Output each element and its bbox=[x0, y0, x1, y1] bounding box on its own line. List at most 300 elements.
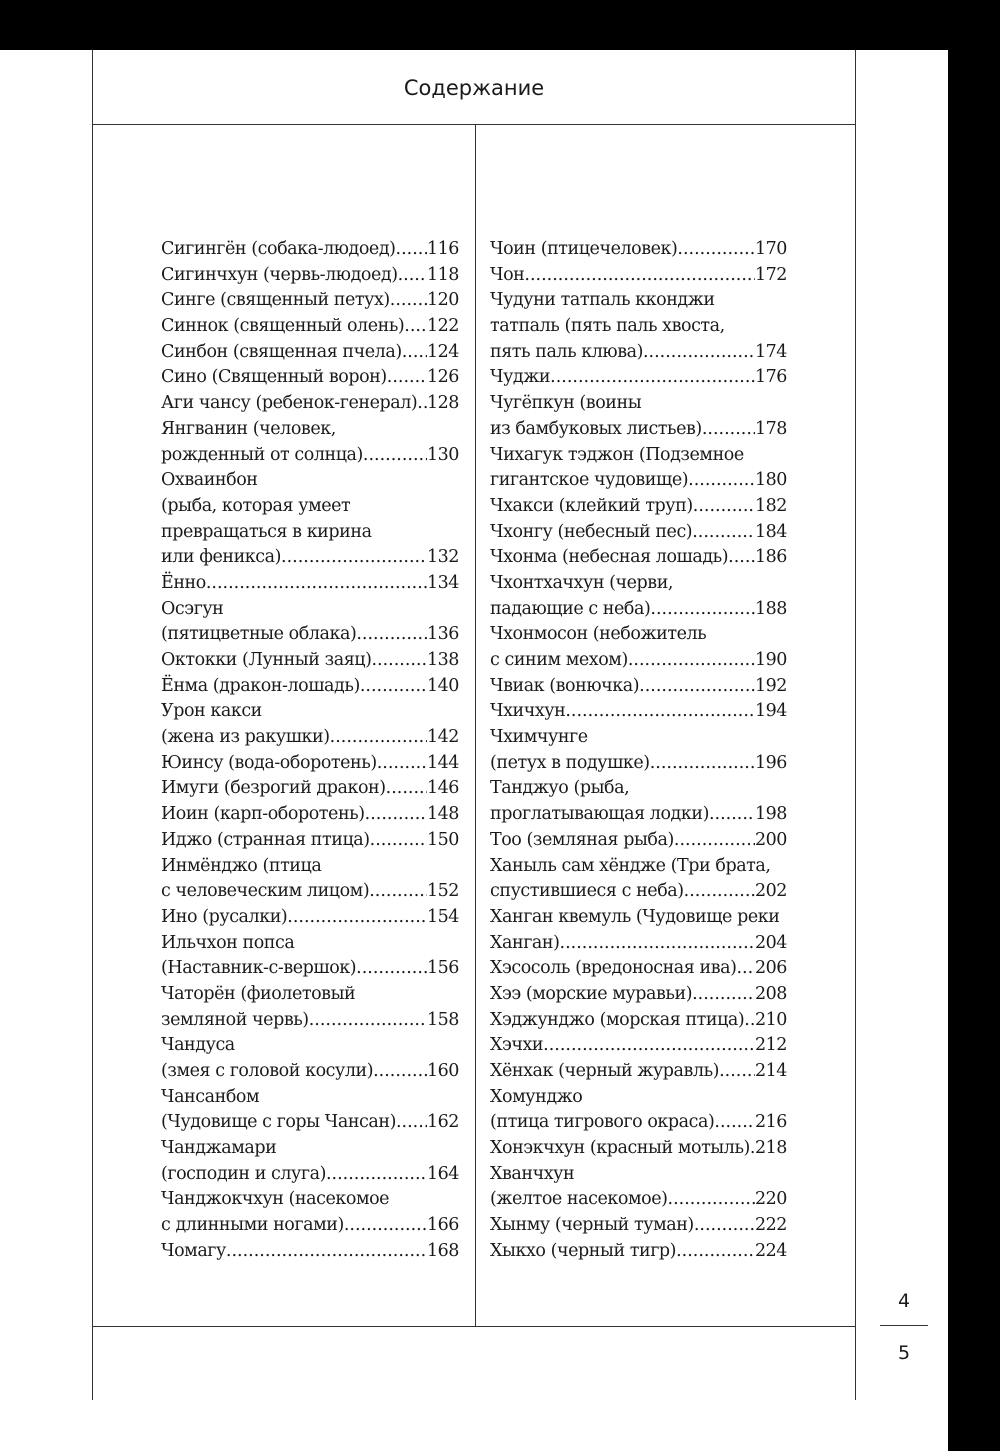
toc-page-number: 176 bbox=[754, 367, 787, 388]
toc-entry-line bbox=[161, 314, 459, 340]
page-number-divider bbox=[880, 1325, 928, 1326]
toc-entry-line bbox=[490, 365, 787, 391]
toc-entry-title: Хэчхи bbox=[490, 1035, 544, 1056]
toc-entry bbox=[161, 776, 459, 802]
toc-entry-title: Чуджи bbox=[490, 367, 551, 388]
toc-page-number: 184 bbox=[754, 521, 787, 542]
toc-entry-line bbox=[161, 674, 459, 700]
dot-leader bbox=[396, 237, 427, 263]
column-divider bbox=[475, 124, 476, 1326]
toc-entry bbox=[161, 391, 459, 417]
dot-leader bbox=[744, 1008, 755, 1034]
toc-entry bbox=[161, 597, 459, 648]
toc-page-number: 220 bbox=[754, 1189, 787, 1210]
toc-page-number: 218 bbox=[754, 1138, 787, 1159]
toc-entry-title: рожденный от солнца) bbox=[161, 444, 363, 465]
toc-entry-title: Чвиак (вонючка) bbox=[490, 675, 640, 696]
toc-page-number: 162 bbox=[426, 1112, 459, 1133]
toc-entry-line bbox=[490, 468, 787, 494]
toc-page-number: 202 bbox=[754, 881, 787, 902]
toc-entry bbox=[161, 674, 459, 700]
toc-entry-line bbox=[161, 1213, 459, 1239]
toc-entry bbox=[490, 443, 787, 494]
toc-page-number: 204 bbox=[754, 932, 787, 953]
toc-entry-line bbox=[490, 1213, 787, 1239]
toc-entry-title: (жена из ракушки) bbox=[161, 727, 330, 748]
toc-entry-line bbox=[161, 1187, 459, 1213]
toc-entry-title: Чанджамари bbox=[161, 1138, 277, 1159]
dot-leader bbox=[543, 1033, 755, 1059]
toc-entry-title: Инмёнджо (птица bbox=[161, 855, 322, 876]
toc-page-number: 122 bbox=[426, 316, 459, 337]
toc-entry-line bbox=[490, 982, 787, 1008]
dot-leader bbox=[309, 1008, 427, 1034]
toc-entry-title: Чандуса bbox=[161, 1035, 235, 1056]
book-page bbox=[0, 50, 948, 1451]
toc-entry bbox=[161, 468, 459, 571]
toc-page-number: 120 bbox=[426, 290, 459, 311]
toc-entry bbox=[161, 1239, 459, 1265]
toc-entry bbox=[490, 288, 787, 365]
toc-entry-line bbox=[490, 1162, 787, 1188]
dot-leader bbox=[728, 545, 755, 571]
footer-rule bbox=[92, 1326, 856, 1327]
toc-entry-line bbox=[161, 597, 459, 623]
toc-entry-line bbox=[490, 520, 787, 546]
toc-entry-line bbox=[161, 802, 459, 828]
toc-entry bbox=[490, 1085, 787, 1136]
toc-entry-line bbox=[490, 314, 787, 340]
toc-entry-line bbox=[490, 699, 787, 725]
toc-entry bbox=[490, 545, 787, 571]
toc-entry-title: Чоин (птицечеловек) bbox=[490, 239, 678, 259]
toc-column-right bbox=[490, 237, 787, 1265]
toc-entry bbox=[161, 802, 459, 828]
toc-entry-title: (птица тигрового окраса) bbox=[490, 1112, 715, 1133]
toc-entry-title: Синге (священный петух) bbox=[161, 290, 390, 311]
toc-entry-title: Ильчхон попса bbox=[161, 932, 295, 953]
toc-entry bbox=[490, 520, 787, 546]
toc-entry bbox=[161, 905, 459, 931]
header-rule bbox=[92, 124, 856, 125]
dot-leader bbox=[356, 956, 427, 982]
toc-entry-title: (господин и слуга) bbox=[161, 1163, 326, 1184]
toc-entry-title: Хынму (черный туман) bbox=[490, 1215, 694, 1236]
toc-entry-title: Хонэкчхун (красный мотыль) bbox=[490, 1138, 750, 1159]
toc-entry-title: татпаль (пять паль хвоста, bbox=[490, 316, 725, 337]
dot-leader bbox=[396, 1110, 427, 1136]
toc-entry-line bbox=[161, 443, 459, 469]
dot-leader bbox=[356, 622, 427, 648]
toc-entry-line bbox=[161, 828, 459, 854]
toc-page-number: 208 bbox=[754, 983, 787, 1004]
toc-entry-title: (пятицветные облака) bbox=[161, 624, 357, 645]
toc-entry-title: (Наставник-с-вершок) bbox=[161, 958, 357, 979]
toc-entry-line bbox=[490, 956, 787, 982]
toc-entry bbox=[161, 1033, 459, 1084]
dot-leader bbox=[668, 1187, 755, 1213]
dot-leader bbox=[692, 982, 755, 1008]
dot-leader bbox=[677, 237, 755, 263]
toc-entry-line bbox=[490, 597, 787, 623]
toc-entry bbox=[161, 648, 459, 674]
toc-entry-title: (рыба, которая умеет bbox=[161, 495, 351, 516]
toc-entry bbox=[490, 571, 787, 622]
toc-entry-line bbox=[490, 802, 787, 828]
toc-page-number: 170 bbox=[754, 239, 787, 259]
toc-entry bbox=[490, 699, 787, 725]
toc-entry-line bbox=[161, 1008, 459, 1034]
toc-page-number: 224 bbox=[754, 1240, 787, 1261]
toc-entry-title: спустившиеся с неба) bbox=[490, 881, 684, 902]
toc-page-number: 136 bbox=[426, 624, 459, 645]
toc-page-number: 150 bbox=[426, 829, 459, 850]
toc-page-number: 216 bbox=[754, 1112, 787, 1133]
toc-page-number: 166 bbox=[426, 1215, 459, 1236]
toc-entry-title: Ханган квемуль (Чудовище реки bbox=[490, 906, 780, 927]
toc-page-number: 144 bbox=[426, 752, 459, 773]
toc-page-number: 156 bbox=[426, 958, 459, 979]
toc-page-number: 190 bbox=[754, 650, 787, 670]
toc-entry-line bbox=[161, 520, 459, 546]
toc-entry bbox=[490, 263, 787, 289]
toc-entry-line bbox=[161, 1162, 459, 1188]
toc-entry-line bbox=[161, 699, 459, 725]
toc-entry bbox=[161, 365, 459, 391]
toc-entry-line bbox=[490, 1110, 787, 1136]
toc-entry bbox=[490, 1213, 787, 1239]
dot-leader bbox=[377, 751, 427, 777]
toc-page-number: 200 bbox=[754, 829, 787, 850]
toc-page-number: 152 bbox=[426, 881, 459, 902]
toc-entry-line bbox=[161, 237, 459, 263]
toc-page-number: 148 bbox=[426, 804, 459, 825]
toc-entry bbox=[161, 1187, 459, 1238]
toc-entry-title: Урон какси bbox=[161, 701, 262, 722]
toc-entry-title: Иоин (карп-оборотень) bbox=[161, 804, 365, 825]
toc-entry bbox=[490, 854, 787, 905]
toc-page-number: 192 bbox=[754, 675, 787, 696]
toc-entry-title: с синим мехом) bbox=[490, 650, 628, 670]
toc-entry bbox=[490, 1136, 787, 1162]
toc-entry-title: Тоо (земляная рыба) bbox=[490, 829, 674, 850]
dot-leader bbox=[386, 776, 427, 802]
toc-entry-title: земляной червь) bbox=[161, 1009, 309, 1030]
dot-leader bbox=[287, 905, 427, 931]
toc-entry-line bbox=[490, 776, 787, 802]
toc-entry-title: Чансанбом bbox=[161, 1086, 260, 1107]
dot-leader bbox=[719, 1059, 755, 1085]
toc-entry-line bbox=[161, 854, 459, 880]
toc-entry-line bbox=[490, 417, 787, 443]
toc-entry-line bbox=[161, 1239, 459, 1265]
toc-entry bbox=[161, 1085, 459, 1136]
toc-entry-title: Ёнма (дракон-лошадь) bbox=[161, 675, 360, 696]
toc-entry-title: Синбон (священная пчела) bbox=[161, 341, 402, 362]
dot-leader bbox=[363, 443, 427, 469]
dot-leader bbox=[398, 263, 427, 289]
toc-entry-title: из бамбуковых листьев) bbox=[490, 418, 702, 439]
toc-page-number: 172 bbox=[754, 264, 787, 285]
toc-page-number: 132 bbox=[426, 547, 459, 568]
toc-entry-line bbox=[161, 391, 459, 417]
toc-entry-line bbox=[490, 1059, 787, 1085]
toc-entry bbox=[490, 956, 787, 982]
toc-page-number: 186 bbox=[754, 547, 787, 568]
toc-entry-title: Синнок (священный олень) bbox=[161, 316, 405, 337]
dot-leader bbox=[684, 879, 755, 905]
toc-page-number: 124 bbox=[426, 341, 459, 362]
toc-entry bbox=[161, 571, 459, 597]
toc-entry-title: Чугёпкун (воины bbox=[490, 393, 642, 414]
dot-leader bbox=[344, 1213, 427, 1239]
toc-entry bbox=[161, 854, 459, 905]
dot-leader bbox=[643, 340, 755, 366]
dot-leader bbox=[565, 699, 755, 725]
toc-entry bbox=[490, 725, 787, 776]
dot-leader bbox=[650, 597, 755, 623]
dot-leader bbox=[674, 828, 755, 854]
dot-leader bbox=[714, 1110, 755, 1136]
toc-entry-line bbox=[490, 828, 787, 854]
toc-entry-title: Чон bbox=[490, 264, 525, 285]
toc-page-number: 182 bbox=[754, 495, 787, 516]
toc-page-number: 116 bbox=[426, 239, 459, 259]
toc-entry bbox=[161, 314, 459, 340]
toc-entry-title: Сигингён (собака-людоед) bbox=[161, 239, 396, 259]
toc-page-number: 194 bbox=[754, 701, 787, 722]
toc-column-left bbox=[161, 237, 459, 1265]
toc-page-number: 178 bbox=[754, 418, 787, 439]
toc-entry-title: Хванчхун bbox=[490, 1163, 575, 1184]
toc-entry-title: Чхонгу (небесный пес) bbox=[490, 521, 693, 542]
dot-leader bbox=[524, 263, 755, 289]
toc-entry-line bbox=[161, 494, 459, 520]
toc-entry-line bbox=[490, 237, 787, 263]
toc-entry-title: (Чудовище с горы Чансан) bbox=[161, 1112, 396, 1133]
toc-entry-line bbox=[490, 674, 787, 700]
dot-leader bbox=[628, 648, 755, 674]
toc-entry-title: пять паль клюва) bbox=[490, 341, 643, 362]
toc-entry-title: Ханган) bbox=[490, 932, 560, 953]
toc-page-number: 196 bbox=[754, 752, 787, 773]
toc-entry-line bbox=[161, 365, 459, 391]
toc-entry bbox=[161, 982, 459, 1033]
toc-entry bbox=[161, 828, 459, 854]
toc-entry-line bbox=[490, 288, 787, 314]
toc-entry-line bbox=[490, 648, 787, 674]
toc-entry-title: Иджо (странная птица) bbox=[161, 829, 370, 850]
toc-entry bbox=[490, 1008, 787, 1034]
toc-entry-title: превращаться в кирина bbox=[161, 521, 372, 542]
toc-entry-line bbox=[490, 854, 787, 880]
dot-leader bbox=[370, 828, 427, 854]
toc-entry bbox=[161, 751, 459, 777]
toc-entry bbox=[161, 237, 459, 263]
dot-leader bbox=[369, 879, 427, 905]
toc-entry-title: Чхичхун bbox=[490, 701, 566, 722]
toc-entry bbox=[161, 931, 459, 982]
dot-leader bbox=[550, 365, 755, 391]
dot-leader bbox=[702, 417, 755, 443]
toc-entry-line bbox=[490, 263, 787, 289]
toc-entry bbox=[490, 494, 787, 520]
frame-left-rule bbox=[92, 50, 93, 1400]
toc-entry bbox=[490, 622, 787, 673]
toc-entry-line bbox=[161, 879, 459, 905]
toc-entry-line bbox=[161, 725, 459, 751]
toc-entry-line bbox=[490, 931, 787, 957]
toc-entry-line bbox=[490, 1187, 787, 1213]
page-number-next: 5 bbox=[897, 1342, 911, 1364]
dot-leader bbox=[650, 751, 755, 777]
toc-entry-title: Чхимчунге bbox=[490, 727, 588, 748]
dot-leader bbox=[709, 802, 755, 828]
toc-page-number: 146 bbox=[426, 778, 459, 799]
toc-entry-line bbox=[490, 1033, 787, 1059]
toc-entry-line bbox=[490, 1085, 787, 1111]
toc-entry bbox=[490, 674, 787, 700]
toc-entry-title: (змея с головой косули) bbox=[161, 1061, 374, 1081]
toc-entry-line bbox=[161, 622, 459, 648]
toc-entry-title: проглатывающая лодки) bbox=[490, 804, 709, 825]
toc-entry-line bbox=[161, 956, 459, 982]
dot-leader bbox=[281, 545, 427, 571]
toc-entry-line bbox=[161, 288, 459, 314]
toc-entry-title: Чихагук тэджон (Подземное bbox=[490, 444, 744, 465]
toc-page-number: 160 bbox=[426, 1061, 459, 1081]
toc-entry bbox=[161, 288, 459, 314]
toc-entry-line bbox=[161, 905, 459, 931]
toc-entry-title: Ханыль сам хёндже (Три брата, bbox=[490, 855, 771, 876]
toc-entry-line bbox=[490, 443, 787, 469]
toc-page-number: 198 bbox=[754, 804, 787, 825]
toc-entry-title: Имуги (безрогий дракон) bbox=[161, 778, 386, 799]
toc-page-number: 222 bbox=[754, 1215, 787, 1236]
dot-leader bbox=[736, 956, 754, 982]
toc-page-number: 174 bbox=[754, 341, 787, 362]
toc-page-number: 168 bbox=[426, 1240, 459, 1261]
toc-page-number: 154 bbox=[426, 906, 459, 927]
toc-entry bbox=[490, 1059, 787, 1085]
toc-entry bbox=[490, 237, 787, 263]
toc-entry-title: или феникса) bbox=[161, 547, 281, 568]
toc-entry-title: Ино (русалки) bbox=[161, 906, 288, 927]
dot-leader bbox=[226, 1239, 427, 1265]
toc-entry-line bbox=[490, 1239, 787, 1265]
dot-leader bbox=[330, 725, 427, 751]
toc-page-number: 214 bbox=[754, 1061, 787, 1081]
toc-entry bbox=[490, 1162, 787, 1213]
toc-entry-line bbox=[490, 622, 787, 648]
toc-entry-line bbox=[490, 391, 787, 417]
dot-leader bbox=[402, 340, 427, 366]
toc-entry bbox=[490, 776, 787, 827]
toc-entry bbox=[161, 417, 459, 468]
dot-leader bbox=[639, 674, 755, 700]
toc-entry bbox=[161, 263, 459, 289]
toc-entry-line bbox=[161, 1059, 459, 1085]
toc-entry bbox=[490, 828, 787, 854]
toc-page-number: 134 bbox=[426, 572, 459, 593]
dot-leader bbox=[206, 571, 427, 597]
toc-entry-title: Хёнхак (черный журавль) bbox=[490, 1061, 720, 1081]
toc-page-number: 142 bbox=[426, 727, 459, 748]
toc-entry-title: (желтое насекомое) bbox=[490, 1189, 668, 1210]
toc-entry-line bbox=[490, 905, 787, 931]
toc-entry-title: Хэсосоль (вредоносная ива) bbox=[490, 958, 737, 979]
toc-entry-line bbox=[490, 725, 787, 751]
dot-leader bbox=[360, 674, 427, 700]
page-title: Содержание bbox=[403, 76, 545, 100]
dot-leader bbox=[694, 1213, 755, 1239]
toc-entry-title: Ённо bbox=[161, 572, 206, 593]
frame-right-rule bbox=[855, 50, 856, 1400]
dot-leader bbox=[693, 494, 755, 520]
toc-entry bbox=[490, 905, 787, 956]
toc-page-number: 138 bbox=[426, 650, 459, 670]
toc-entry-line bbox=[490, 751, 787, 777]
toc-entry-line bbox=[490, 571, 787, 597]
toc-entry-title: гигантское чудовище) bbox=[490, 470, 689, 491]
toc-entry-title: Янгванин (человек, bbox=[161, 418, 336, 439]
dot-leader bbox=[365, 802, 427, 828]
dot-leader bbox=[387, 365, 427, 391]
toc-entry-line bbox=[161, 982, 459, 1008]
toc-entry bbox=[161, 699, 459, 750]
toc-entry-title: Хэджунджо (морская птица) bbox=[490, 1009, 745, 1030]
toc-entry-title: Юинсу (вода-оборотень) bbox=[161, 752, 377, 773]
toc-entry-title: Танджуо (рыба, bbox=[490, 778, 630, 799]
toc-entry-title: Чхонмосон (небожитель bbox=[490, 624, 707, 645]
toc-entry-line bbox=[161, 571, 459, 597]
toc-entry-title: Сигинчхун (червь-людоед) bbox=[161, 264, 398, 285]
toc-entry-title: падающие с неба) bbox=[490, 598, 651, 619]
toc-page-number: 128 bbox=[426, 393, 459, 414]
toc-entry-title: Хээ (морские муравьи) bbox=[490, 983, 693, 1004]
toc-page-number: 210 bbox=[754, 1009, 787, 1030]
toc-entry bbox=[490, 365, 787, 391]
toc-entry-title: (петух в подушке) bbox=[490, 752, 650, 773]
toc-entry bbox=[490, 391, 787, 442]
toc-page-number: 164 bbox=[426, 1163, 459, 1184]
toc-entry-title: Чудуни татпаль кконджи bbox=[490, 290, 715, 311]
dot-leader bbox=[404, 314, 427, 340]
toc-entry bbox=[161, 340, 459, 366]
toc-page-number: 130 bbox=[426, 444, 459, 465]
toc-entry-line bbox=[161, 545, 459, 571]
toc-entry-line bbox=[161, 648, 459, 674]
toc-entry bbox=[490, 982, 787, 1008]
toc-entry-line bbox=[490, 879, 787, 905]
toc-page-number: 206 bbox=[754, 958, 787, 979]
toc-entry-title: Осэгун bbox=[161, 598, 224, 619]
page-number-current: 4 bbox=[897, 1290, 911, 1312]
dot-leader bbox=[371, 648, 426, 674]
toc-entry-line bbox=[161, 1136, 459, 1162]
toc-page-number: 118 bbox=[426, 264, 459, 285]
toc-entry bbox=[161, 1136, 459, 1187]
toc-entry-title: Охваинбон bbox=[161, 470, 258, 491]
toc-page-number: 140 bbox=[426, 675, 459, 696]
toc-entry-title: Сино (Священный ворон) bbox=[161, 367, 387, 388]
toc-entry-line bbox=[161, 263, 459, 289]
toc-entry-line bbox=[161, 1110, 459, 1136]
toc-entry-title: Чхонтхачхун (черви, bbox=[490, 572, 674, 593]
toc-entry-title: Аги чансу (ребенок-генерал) bbox=[161, 393, 418, 414]
toc-entry-line bbox=[161, 931, 459, 957]
toc-page-number: 158 bbox=[426, 1009, 459, 1030]
